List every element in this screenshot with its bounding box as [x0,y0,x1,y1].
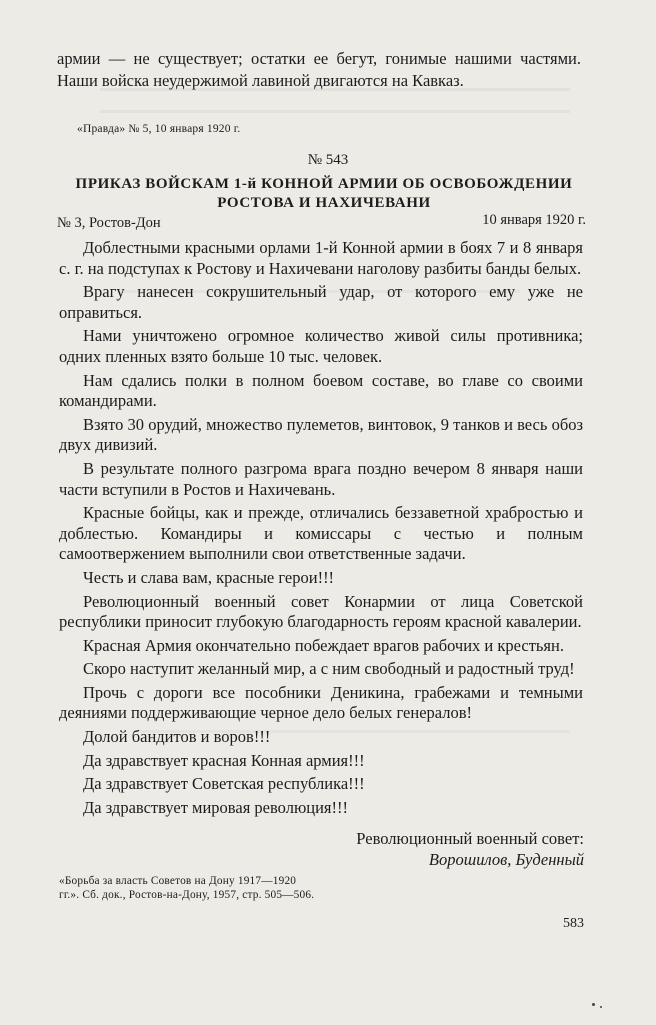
print-speck [592,1003,595,1006]
paragraph: Врагу нанесен сокрушительный удар, от которого ему уже не оправиться. [59,282,583,322]
paragraph: Да здравствует Советская республика!!! [83,774,365,794]
paragraph: Да здравствует мировая революция!!! [83,797,348,817]
order-date: 10 января 1920 г. [482,212,586,228]
paragraph: Доблестными красными орлами 1-й Конной армии в боях 7 и 8 января с. г. на подступах к Ростову и Нахичевани наголову разбиты банды белых. [59,238,583,278]
opening-text: армии — не существует; остатки ее бегут, гонимые нашими частями. Наши войска неудержимой лавиной двигаются на Кавказ. [57,49,581,90]
paragraph: Нам сдались полки в полном боевом составе, во главе со своими командирами. [59,370,583,411]
paragraph: Нами уничтожено огромное количество живой силы противника; одних пленных взято больше 10 тыс. человек. [59,326,583,366]
order-number-place: № 3, Ростов-Дон [57,215,161,231]
paragraph: Скоро наступит желанный мир, а с ним свободный и радостный труд! [83,659,575,679]
page-number: 583 [563,916,584,931]
paragraph: В результате полного разгрома врага поздно вечером 8 января наши части вступили в Ростов и Нахичевань. [59,458,583,499]
order-body [59,238,583,821]
signature-names: Ворошилов, Буденный [428,850,584,869]
order-title: ПРИКАЗ ВОЙСКАМ 1-й КОННОЙ АРМИИ ОБ ОСВОБОЖДЕНИИ РОСТОВА И НАХИЧЕВАНИ [75,176,573,211]
paragraph: Взято 30 орудий, множество пулеметов, винтовок, 9 танков и весь обоз двух дивизий. [59,414,583,455]
document-number: № 543 [307,152,349,168]
paragraph: Революционный военный совет Конармии от лица Советской республики приносит глубокую благодарность героям красной кавалерии. [59,591,583,632]
print-speck [600,1006,602,1008]
signature-body: Революционный военный совет: [356,829,584,848]
paragraph: Прочь с дороги все пособники Деникина, грабежами и темными деяниями поддерживающие черное дело белых генералов! [59,682,583,723]
paragraph: Честь и слава вам, красные герои!!! [83,567,335,587]
paragraph: Долой бандитов и воров!!! [83,727,271,747]
paragraph: Да здравствует красная Конная армия!!! [83,750,365,770]
signature-block [356,828,584,870]
paragraph: Красные бойцы, как и прежде, отличались беззаветной храбростью и доблестью. Командиры и комиссары с честью и полным самоотвержением выполнили свои ответственные задачи. [59,503,583,564]
opening-source: «Правда» № 5, 10 января 1920 г. [77,123,241,135]
footnote: «Борьба за власть Советов на Дону 1917—1920 гг.». Сб. док., Ростов-на-Дону, 1957, стр. 505—506. [59,875,315,901]
paragraph: Красная Армия окончательно побеждает врагов рабочих и крестьян. [83,635,564,655]
bleed-through-line [100,110,570,113]
